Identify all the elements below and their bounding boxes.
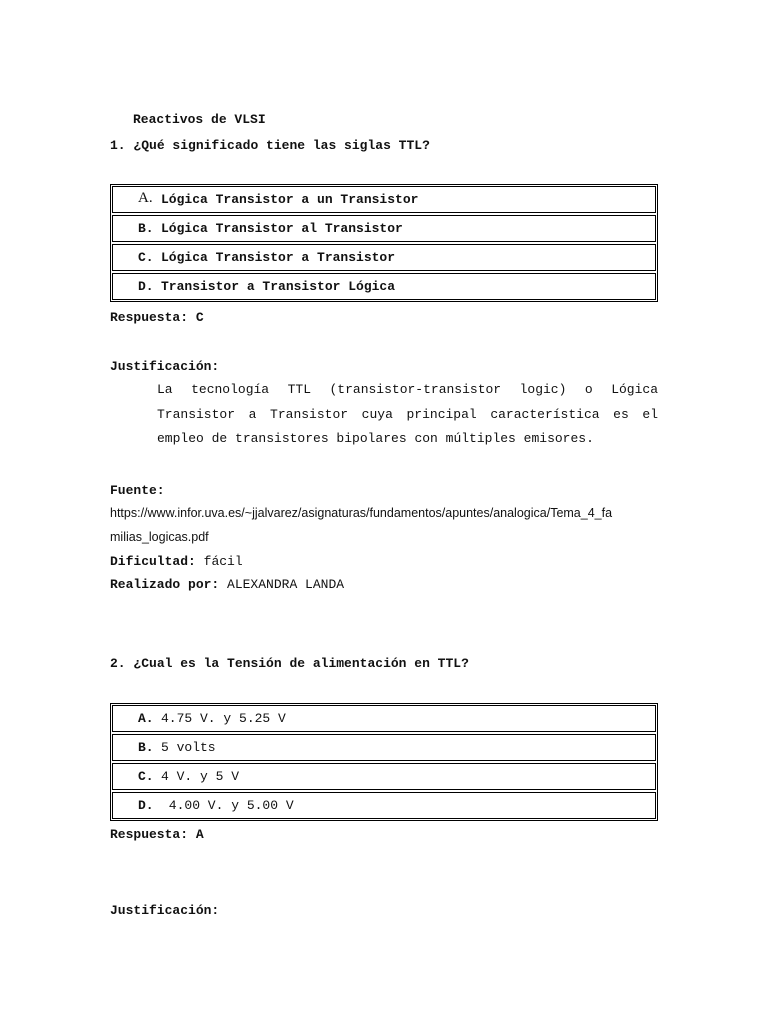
- option-text: 4 V. y 5 V: [161, 769, 240, 784]
- document-title: Reactivos de VLSI: [133, 112, 266, 127]
- option-a: [112, 705, 656, 732]
- question-number: 2.: [110, 656, 126, 671]
- option-d: [112, 273, 656, 300]
- author-label: Realizado por:: [110, 577, 220, 592]
- answer-label: Respuesta:: [110, 827, 189, 842]
- option-text: Transistor a Transistor Lógica: [161, 279, 396, 294]
- difficulty-q1: [110, 554, 243, 569]
- option-text: 4.75 V. y 5.25 V: [161, 711, 286, 726]
- option-a: [112, 186, 656, 213]
- option-letter: B.: [138, 740, 154, 755]
- option-d: [112, 792, 656, 819]
- source-link-line-1[interactable]: https://www.infor.uva.es/~jjalvarez/asignaturas/fundamentos/apuntes/analogica/Tema_4_fa: [110, 506, 613, 520]
- answer-q1: [110, 310, 204, 325]
- difficulty-label: Dificultad:: [110, 554, 196, 569]
- question-text: ¿Qué significado tiene las siglas TTL?: [133, 138, 430, 153]
- option-letter: D.: [138, 798, 154, 813]
- source-label: Fuente:: [110, 483, 165, 498]
- answer-value: C: [195, 310, 204, 325]
- option-b: [112, 734, 656, 761]
- difficulty-value: fácil: [203, 554, 243, 569]
- question-1: [110, 138, 430, 153]
- source-link-line-2[interactable]: milias_logicas.pdf: [110, 530, 209, 544]
- answer-q2: [110, 827, 204, 842]
- question-text: ¿Cual es la Tensión de alimentación en TTL?: [133, 656, 469, 671]
- option-letter: A.: [138, 711, 154, 726]
- option-letter: C.: [138, 250, 154, 265]
- question-2: [110, 656, 469, 671]
- option-c: [112, 244, 656, 271]
- option-b: [112, 215, 656, 242]
- options-table-q2: [110, 703, 658, 821]
- option-c: [112, 763, 656, 790]
- justification-text-q1: La tecnología TTL (transistor-transistor logic) o Lógica Transistor a Transistor cuya principal característica es el empleo de transistores bipolares con múltiples emisores.: [157, 382, 658, 446]
- author-q1: [110, 577, 344, 592]
- option-text: Lógica Transistor a un Transistor: [161, 192, 419, 207]
- question-number: 1.: [110, 138, 126, 153]
- option-text: Lógica Transistor al Transistor: [161, 221, 403, 236]
- options-table-q1: [110, 184, 658, 302]
- answer-value: A: [195, 827, 204, 842]
- answer-label: Respuesta:: [110, 310, 189, 325]
- option-letter: B.: [138, 221, 154, 236]
- justification-label-q1: Justificación:: [110, 359, 220, 374]
- option-text: 5 volts: [161, 740, 216, 755]
- option-letter: C.: [138, 769, 154, 784]
- justification-label-q2: Justificación:: [110, 903, 220, 918]
- option-letter: A.: [138, 190, 153, 206]
- option-text: 4.00 V. y 5.00 V: [161, 798, 294, 813]
- option-letter: D.: [138, 279, 154, 294]
- author-value: ALEXANDRA LANDA: [227, 577, 345, 592]
- option-text: Lógica Transistor a Transistor: [161, 250, 396, 265]
